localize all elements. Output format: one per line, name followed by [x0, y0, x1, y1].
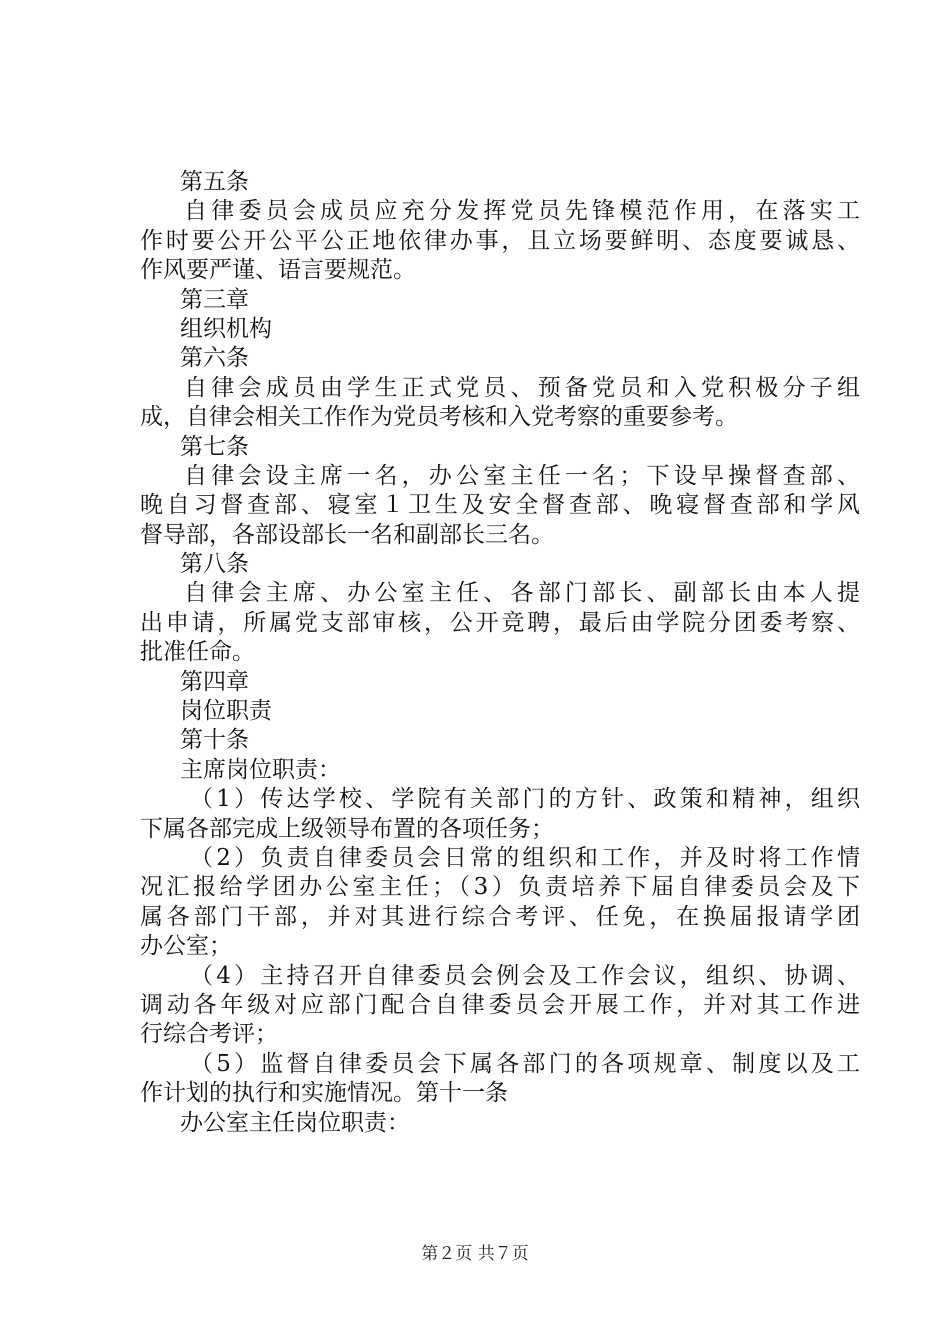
section-heading: 第三章 [180, 286, 249, 313]
section-heading: 办公室主任岗位职责： [180, 1109, 410, 1136]
paragraph-line: 调动各年级对应部门配合自律委员会开展工作，并对其工作进 [140, 991, 860, 1018]
paragraph-line: 下属各部完成上级领导布置的各项任务； [140, 815, 554, 842]
paragraph-line: 自律会成员由学生正式党员、预备党员和入党积极分子组 [184, 374, 860, 401]
paragraph-line: 晚自习督查部、寝室１卫生及安全督查部、晚寝督查部和学风 [140, 492, 860, 519]
section-heading: 第八条 [180, 551, 249, 578]
section-heading: 第七条 [180, 433, 249, 460]
paragraph-line: 作计划的执行和实施情况。第十一条 [140, 1080, 508, 1107]
page-number-label: 第２页 共７页 [421, 1244, 529, 1264]
section-heading: 第五条 [180, 169, 249, 195]
paragraph-line: 督导部，各部设部长一名和副部长三名。 [140, 521, 554, 548]
list-item-line: （4）主持召开自律委员会例会及工作会议，组织、协调、 [190, 962, 860, 989]
section-heading: 主席岗位职责： [180, 756, 341, 783]
paragraph-line: 办公室； [140, 933, 232, 960]
paragraph-line: 作时要公开公平公正地依律办事，且立场要鲜明、态度要诚恳、 [140, 227, 860, 254]
list-item-line: （2）负责自律委员会日常的组织和工作，并及时将工作情 [190, 844, 860, 871]
section-heading: 第六条 [180, 345, 249, 372]
paragraph-line: 况汇报给学团办公室主任；（3）负责培养下届自律委员会及下 [140, 874, 860, 901]
paragraph-line: 行综合考评； [140, 1021, 278, 1048]
paragraph-line: 成，自律会相关工作作为党员考核和入党考察的重要参考。 [140, 404, 738, 431]
section-heading: 岗位职责 [180, 698, 272, 725]
list-item-line: （1）传达学校、学院有关部门的方针、政策和精神，组织 [190, 786, 860, 813]
paragraph-line: 自律委员会成员应充分发挥党员先锋模范作用，在落实工 [184, 198, 860, 225]
paragraph-line: 作风要严谨、语言要规范。 [140, 257, 416, 284]
document-body [140, 168, 860, 1138]
paragraph-line: 属各部门干部，并对其进行综合考评、任免，在换届报请学团 [140, 903, 860, 930]
list-item-line: （5）监督自律委员会下属各部门的各项规章、制度以及工 [190, 1050, 860, 1077]
paragraph-line: 批准任命。 [140, 639, 255, 666]
section-heading: 第四章 [180, 668, 249, 695]
page-footer [0, 1244, 950, 1264]
section-heading: 组织机构 [180, 315, 272, 342]
paragraph-line: 出申请，所属党支部审核，公开竞聘，最后由学院分团委考察、 [140, 609, 860, 636]
section-heading: 第十条 [180, 727, 249, 754]
paragraph-line: 自律会设主席一名，办公室主任一名；下设早操督查部、 [184, 462, 860, 489]
paragraph-line: 自律会主席、办公室主任、各部门部长、副部长由本人提 [184, 580, 860, 607]
